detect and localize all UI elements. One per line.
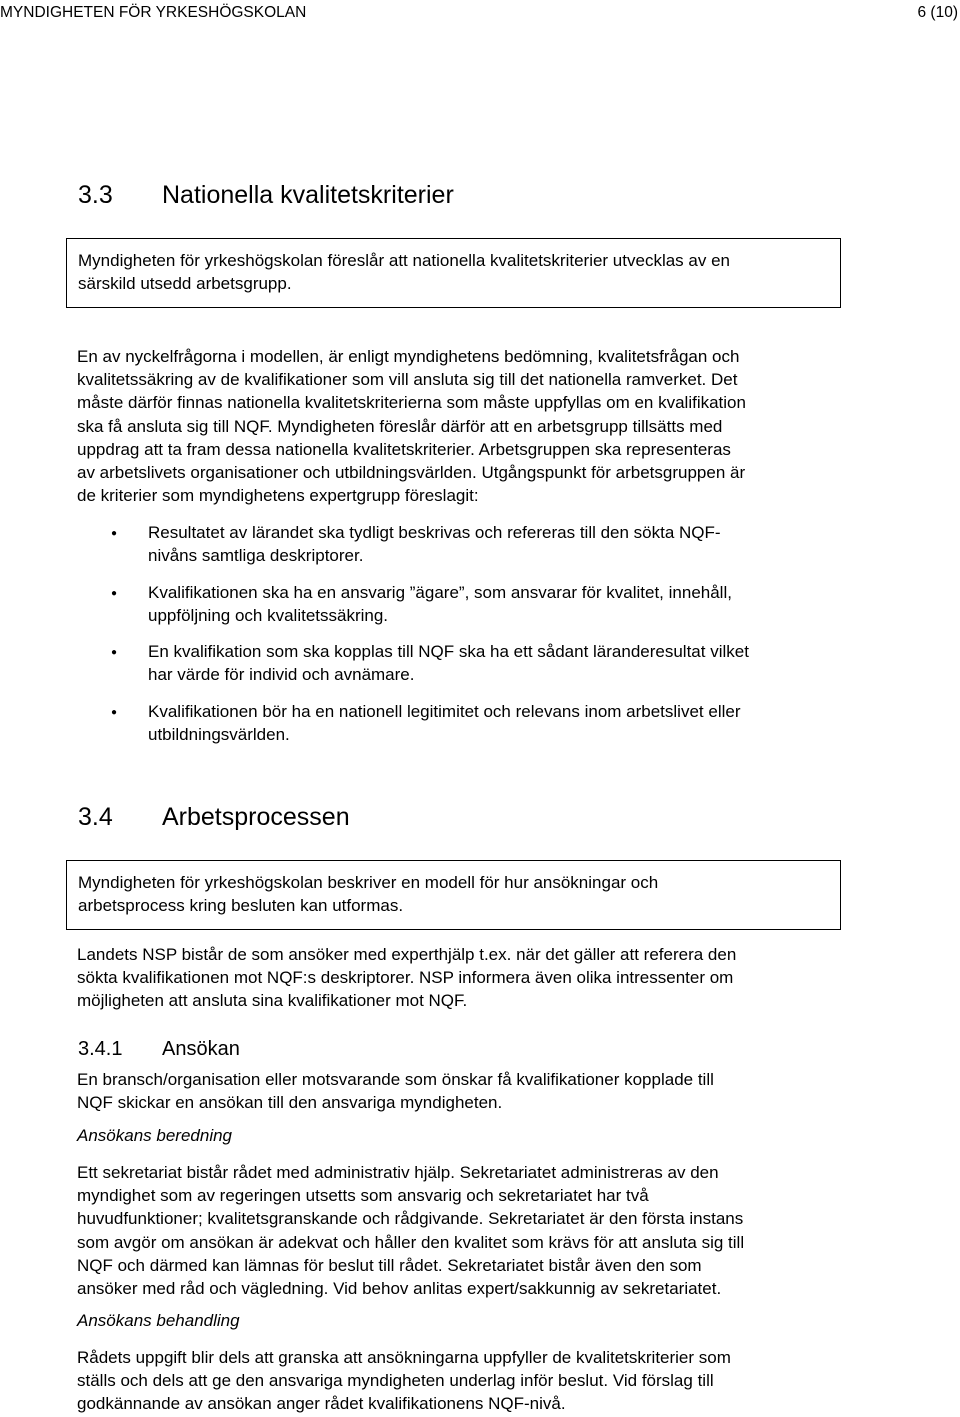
section-number: 3.4 xyxy=(78,803,113,831)
section-heading-3-3 xyxy=(78,181,454,210)
list-item-line: En kvalifikation som ska kopplas till NQF ska ha ett sådant läranderesultat vilket xyxy=(148,642,749,661)
list-item-line: Resultatet av lärandet ska tydligt beskrivas och refereras till den sökta NQF- xyxy=(148,523,721,542)
box-line: särskild utsedd arbetsgrupp. xyxy=(78,274,292,293)
section-number: 3.3 xyxy=(78,181,113,209)
list-item-line: uppföljning och kvalitetssäkring. xyxy=(148,606,389,626)
paragraph-line: NQF skickar en ansökan till den ansvariga myndigheten. xyxy=(77,1093,503,1113)
paragraph-line: sökta kvalifikationen mot NQF:s deskriptorer. NSP informera även olika intressenter om xyxy=(77,968,734,988)
paragraph-line: måste därför finnas nationella kvalitetskriterierna som måste uppfyllas om en kvalifikation xyxy=(77,393,746,413)
bullet-dot-icon: ● xyxy=(111,528,118,539)
paragraph-line: ska få ansluta sig till NQF. Myndigheten föreslår därför att en arbetsgrupp tillsätts med xyxy=(77,416,723,436)
paragraph-line: godkännande av ansökan anger rådet kvalifikationens NQF-nivå. xyxy=(77,1394,566,1414)
bullet-dot-icon: ● xyxy=(111,707,118,718)
page-number: 6 (10) xyxy=(917,4,958,21)
bullet-dot-icon: ● xyxy=(111,588,118,599)
paragraph-line: Landets NSP bistår de som ansöker med experthjälp t.ex. när det gäller att referera den xyxy=(77,945,737,964)
paragraph-line: ställs och dels att ge den ansvariga myndigheten underlag inför beslut. Vid förslag till xyxy=(77,1371,714,1391)
paragraph-line: ansöker med råd och vägledning. Vid behov anlitas expert/sakkunnig av sekretariatet. xyxy=(77,1279,722,1299)
paragraph-line: kvalitetssäkring av de kvalifikationer som vill ansluta sig till det nationella ramverket. Det xyxy=(77,370,738,390)
paragraph-line: uppdrag att ta fram dessa nationella kvalitetskriterier. Arbetsgruppen ska representeras xyxy=(77,439,731,459)
list-item xyxy=(148,521,721,567)
box-line: arbetsprocess kring besluten kan utformas. xyxy=(78,896,404,915)
list-item-line: Kvalifikationen bör ha en nationell legitimitet och relevans inom arbetslivet eller xyxy=(148,702,741,721)
subsection-title: Ansökan xyxy=(162,1038,240,1060)
paragraph-line: av arbetslivets organisationer och utbildningsvärlden. Utgångspunkt för arbetsgruppen är xyxy=(77,463,746,483)
paragraph-behandling xyxy=(77,1346,731,1416)
paragraph-line: de kriterier som myndighetens expertgrupp föreslagit: xyxy=(77,486,479,506)
list-item xyxy=(148,640,749,686)
paragraph-3-4 xyxy=(77,943,736,1013)
proposal-box-3-4 xyxy=(66,860,841,930)
paragraph-line: huvudfunktioner; kvalitetsgranskande och rådgivande. Sekretariatet är den första instans xyxy=(77,1209,744,1229)
paragraph-3-3 xyxy=(77,345,746,507)
subsection-number: 3.4.1 xyxy=(78,1038,123,1060)
document-header-title: MYNDIGHETEN FÖR YRKESHÖGSKOLAN xyxy=(0,4,307,21)
section-heading-3-4 xyxy=(78,803,350,832)
paragraph-beredning xyxy=(77,1161,744,1300)
box-line: Myndigheten för yrkeshögskolan föreslår att nationella kvalitetskriterier utvecklas av en xyxy=(78,251,730,270)
list-item-line: utbildningsvärlden. xyxy=(148,725,290,745)
paragraph-line: Ett sekretariat bistår rådet med administrativ hjälp. Sekretariatet administreras av den xyxy=(77,1163,719,1182)
proposal-box-3-3 xyxy=(66,238,841,308)
paragraph-line: Rådets uppgift blir dels att granska att ansökningarna uppfyller de kvalitetskriterier som xyxy=(77,1348,731,1367)
list-item xyxy=(148,581,732,627)
paragraph-ansokan xyxy=(77,1068,714,1114)
list-item-line: nivåns samtliga deskriptorer. xyxy=(148,546,364,566)
section-title: Arbetsprocessen xyxy=(162,803,350,831)
italic-heading-behandling: Ansökans behandling xyxy=(77,1311,240,1330)
list-item-line: Kvalifikationen ska ha en ansvarig ”ägare”, som ansvarar för kvalitet, innehåll, xyxy=(148,583,732,602)
subsection-heading-3-4-1 xyxy=(78,1038,240,1061)
box-line: Myndigheten för yrkeshögskolan beskriver en modell för hur ansökningar och xyxy=(78,873,659,892)
paragraph-line: möjligheten att ansluta sina kvalifikationer mot NQF. xyxy=(77,991,468,1011)
bullet-dot-icon: ● xyxy=(111,647,118,658)
paragraph-line: En av nyckelfrågorna i modellen, är enligt myndighetens bedömning, kvalitetsfrågan och xyxy=(77,347,740,366)
italic-heading-beredning: Ansökans beredning xyxy=(77,1126,233,1145)
paragraph-line: som avgör om ansökan är adekvat och håller den kvalitet som krävs för att ansluta sig till xyxy=(77,1232,745,1252)
list-item xyxy=(148,700,741,746)
paragraph-line: NQF och därmed kan lämnas för beslut till rådet. Sekretariatet bistår även den som xyxy=(77,1255,702,1275)
paragraph-line: En bransch/organisation eller motsvarande som önskar få kvalifikationer kopplade till xyxy=(77,1070,714,1089)
paragraph-line: myndighet som av regeringen utsetts som ansvarig och sekretariatet har två xyxy=(77,1186,649,1206)
list-item-line: har värde för individ och avnämare. xyxy=(148,665,415,685)
section-title: Nationella kvalitetskriterier xyxy=(162,181,454,209)
